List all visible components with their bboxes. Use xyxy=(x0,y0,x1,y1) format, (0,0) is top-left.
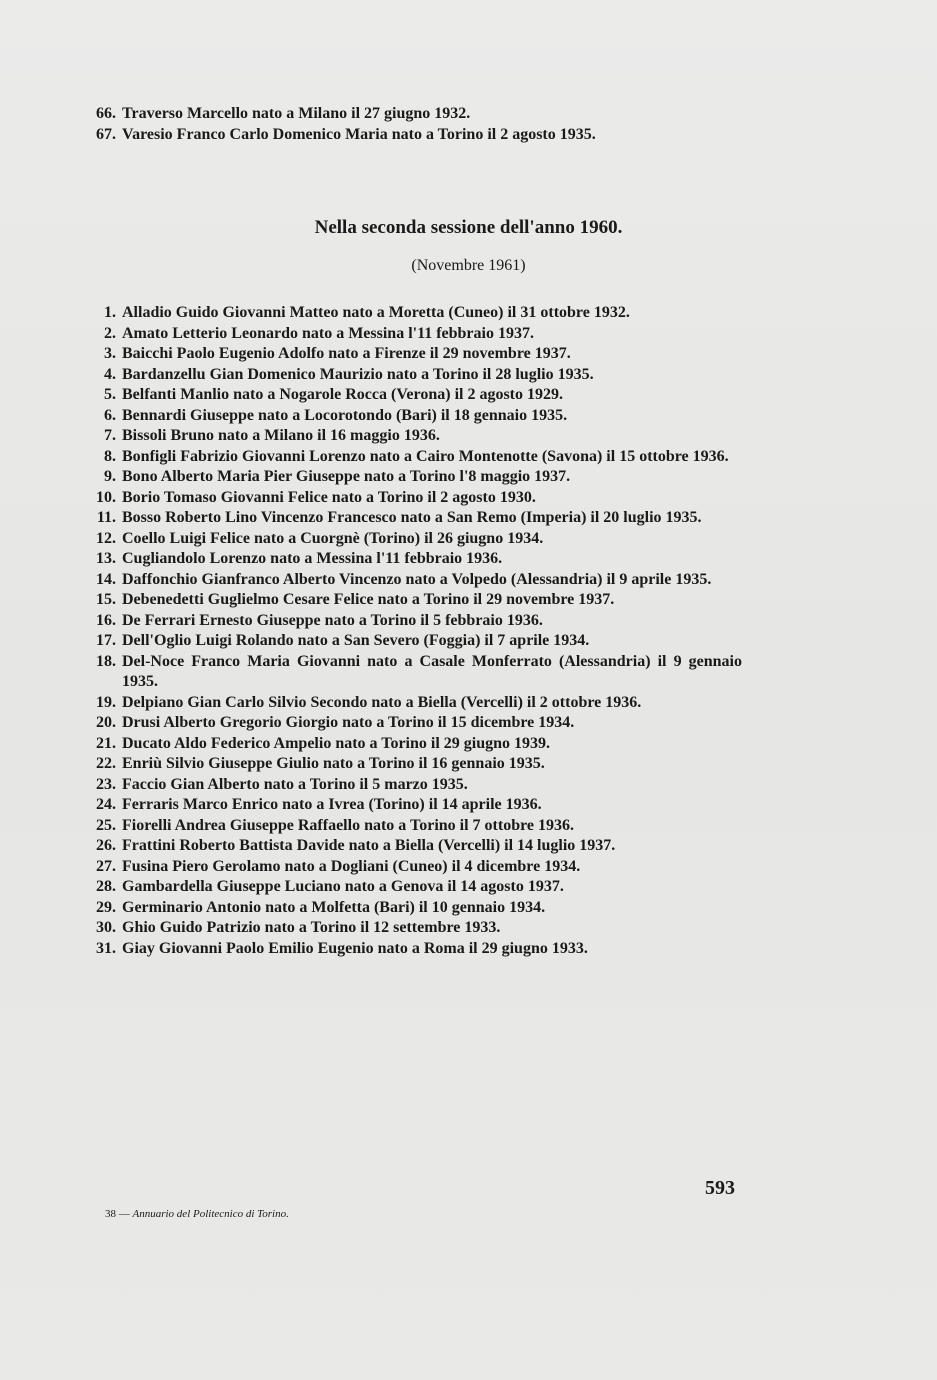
footer xyxy=(105,1208,289,1220)
entry-number: 22. xyxy=(96,755,116,772)
entry-text: Bono Alberto Maria Pier Giuseppe nato a Torino l'8 maggio 1937. xyxy=(122,468,571,485)
entry-text: Drusi Alberto Gregorio Giorgio nato a Torino il 15 dicembre 1934. xyxy=(122,714,575,731)
list-item xyxy=(82,611,742,632)
entry-number: 17. xyxy=(96,632,116,649)
entry-text: Dell'Oglio Luigi Rolando nato a San Severo (Foggia) il 7 aprile 1934. xyxy=(122,632,590,649)
list-item xyxy=(82,795,742,816)
list-item xyxy=(82,303,742,324)
footer-sheet-number: 38 — xyxy=(105,1208,130,1220)
entry-text: Del-Noce Franco Maria Giovanni nato a Casale Monferrato (Alessandria) il 9 gennaio 1935. xyxy=(122,652,742,690)
entry-number: 8. xyxy=(104,447,116,465)
entry-text: Amato Letterio Leonardo nato a Messina l'11 febbraio 1937. xyxy=(122,324,534,342)
entry-number: 15. xyxy=(96,591,116,608)
entry-number: 18. xyxy=(96,652,116,670)
list-item xyxy=(82,652,742,693)
list-item xyxy=(82,836,742,857)
entry-text: Ghio Guido Patrizio nato a Torino il 12 settembre 1933. xyxy=(122,919,501,936)
entry-number: 14. xyxy=(96,570,116,588)
list-item xyxy=(82,324,742,345)
entry-number: 27. xyxy=(96,857,116,875)
entry-number: 28. xyxy=(96,878,116,895)
entry-text: Traverso Marcello nato a Milano il 27 giugno 1932. xyxy=(122,105,471,122)
entry-number: 67. xyxy=(96,125,116,143)
entry-text: Coello Luigi Felice nato a Cuorgnè (Torino) il 26 giugno 1934. xyxy=(122,529,544,547)
entry-number: 30. xyxy=(96,919,116,936)
entry-text: Belfanti Manlio nato a Nogarole Rocca (Verona) il 2 agosto 1929. xyxy=(122,386,564,403)
list-item xyxy=(82,365,742,386)
entry-text: Frattini Roberto Battista Davide nato a Biella (Vercelli) il 14 luglio 1937. xyxy=(122,837,616,854)
entry-number: 29. xyxy=(96,898,116,916)
list-item xyxy=(82,344,742,365)
entry-number: 4. xyxy=(104,365,116,383)
list-item xyxy=(82,385,742,406)
list-item xyxy=(82,467,742,488)
list-item xyxy=(82,488,742,509)
entry-number: 23. xyxy=(96,775,116,793)
entry-number: 66. xyxy=(96,105,116,122)
entry-number: 3. xyxy=(104,345,116,362)
list-item xyxy=(82,734,742,755)
entry-text: Debenedetti Guglielmo Cesare Felice nato a Torino il 29 novembre 1937. xyxy=(122,591,615,608)
entry-number: 12. xyxy=(96,529,116,547)
list-item xyxy=(82,104,742,125)
list-item xyxy=(82,713,742,734)
entry-number: 7. xyxy=(104,427,116,444)
list-item xyxy=(82,631,742,652)
list-item xyxy=(82,898,742,919)
section-heading: Nella seconda sessione dell'anno 1960. xyxy=(314,217,623,238)
entry-number: 6. xyxy=(104,406,116,424)
entry-text: Daffonchio Gianfranco Alberto Vincenzo nato a Volpedo (Alessandria) il 9 aprile 1935. xyxy=(122,570,712,588)
entry-text: Bonfigli Fabrizio Giovanni Lorenzo nato a Cairo Montenotte (Savona) il 15 ottobre 1936. xyxy=(122,447,729,465)
entry-text: Varesio Franco Carlo Domenico Maria nato a Torino il 2 agosto 1935. xyxy=(122,125,596,143)
list-item xyxy=(82,529,742,550)
list-item xyxy=(82,426,742,447)
entry-text: Germinario Antonio nato a Molfetta (Bari) il 10 gennaio 1934. xyxy=(122,898,546,916)
entry-number: 5. xyxy=(104,386,116,403)
entry-number: 13. xyxy=(96,550,116,567)
footer-source: Annuario del Politecnico di Torino. xyxy=(132,1208,289,1220)
top-entry-list xyxy=(82,104,742,145)
list-item xyxy=(82,693,742,714)
list-item xyxy=(82,775,742,796)
list-item xyxy=(82,754,742,775)
list-item xyxy=(82,570,742,591)
list-item xyxy=(82,939,742,960)
entry-number: 26. xyxy=(96,837,116,854)
entry-text: Bardanzellu Gian Domenico Maurizio nato a Torino il 28 luglio 1935. xyxy=(122,365,594,383)
entry-number: 25. xyxy=(96,816,116,834)
entry-text: Ducato Aldo Federico Ampelio nato a Torino il 29 giugno 1939. xyxy=(122,734,551,752)
entry-number: 11. xyxy=(96,509,116,526)
entry-text: Baicchi Paolo Eugenio Adolfo nato a Firenze il 29 novembre 1937. xyxy=(122,345,571,362)
page-number: 593 xyxy=(705,1177,735,1199)
entry-text: Giay Giovanni Paolo Emilio Eugenio nato a Roma il 29 giugno 1933. xyxy=(122,939,588,957)
entry-number: 10. xyxy=(96,488,116,506)
list-item xyxy=(82,447,742,468)
list-item xyxy=(82,857,742,878)
entry-number: 19. xyxy=(96,693,116,711)
entry-text: Bissoli Bruno nato a Milano il 16 maggio 1936. xyxy=(122,427,440,444)
entry-text: Faccio Gian Alberto nato a Torino il 5 marzo 1935. xyxy=(122,775,468,793)
list-item xyxy=(82,406,742,427)
entry-text: Fusina Piero Gerolamo nato a Dogliani (Cuneo) il 4 dicembre 1934. xyxy=(122,857,581,875)
list-item xyxy=(82,918,742,939)
entry-text: Bennardi Giuseppe nato a Locorotondo (Bari) il 18 gennaio 1935. xyxy=(122,406,568,424)
list-item xyxy=(82,816,742,837)
entry-number: 9. xyxy=(104,468,116,485)
graduate-list xyxy=(82,303,742,959)
list-item xyxy=(82,508,742,529)
entry-text: Bosso Roberto Lino Vincenzo Francesco nato a San Remo (Imperia) il 20 luglio 1935. xyxy=(122,509,702,526)
entry-number: 31. xyxy=(96,939,116,957)
list-item xyxy=(82,590,742,611)
entry-number: 20. xyxy=(96,714,116,731)
entry-text: Fiorelli Andrea Giuseppe Raffaello nato a Torino il 7 ottobre 1936. xyxy=(122,816,575,834)
entry-text: Cugliandolo Lorenzo nato a Messina l'11 febbraio 1936. xyxy=(122,550,503,567)
entry-text: Gambardella Giuseppe Luciano nato a Genova il 14 agosto 1937. xyxy=(122,878,564,895)
entry-text: De Ferrari Ernesto Giuseppe nato a Torino il 5 febbraio 1936. xyxy=(122,611,543,629)
entry-number: 2. xyxy=(104,324,116,342)
entry-text: Enriù Silvio Giuseppe Giulio nato a Torino il 16 gennaio 1935. xyxy=(122,755,545,772)
entry-number: 1. xyxy=(104,304,116,321)
entry-text: Borio Tomaso Giovanni Felice nato a Torino il 2 agosto 1930. xyxy=(122,488,536,506)
list-item xyxy=(82,877,742,898)
entry-number: 21. xyxy=(96,734,116,752)
entry-text: Alladio Guido Giovanni Matteo nato a Moretta (Cuneo) il 31 ottobre 1932. xyxy=(122,304,630,321)
section-subheading: (Novembre 1961) xyxy=(411,257,526,274)
entry-text: Delpiano Gian Carlo Silvio Secondo nato a Biella (Vercelli) il 2 ottobre 1936. xyxy=(122,693,642,711)
list-item xyxy=(82,125,742,146)
entry-text: Ferraris Marco Enrico nato a Ivrea (Torino) il 14 aprile 1936. xyxy=(122,796,542,813)
entry-number: 24. xyxy=(96,796,116,813)
entry-number: 16. xyxy=(96,611,116,629)
list-item xyxy=(82,549,742,570)
